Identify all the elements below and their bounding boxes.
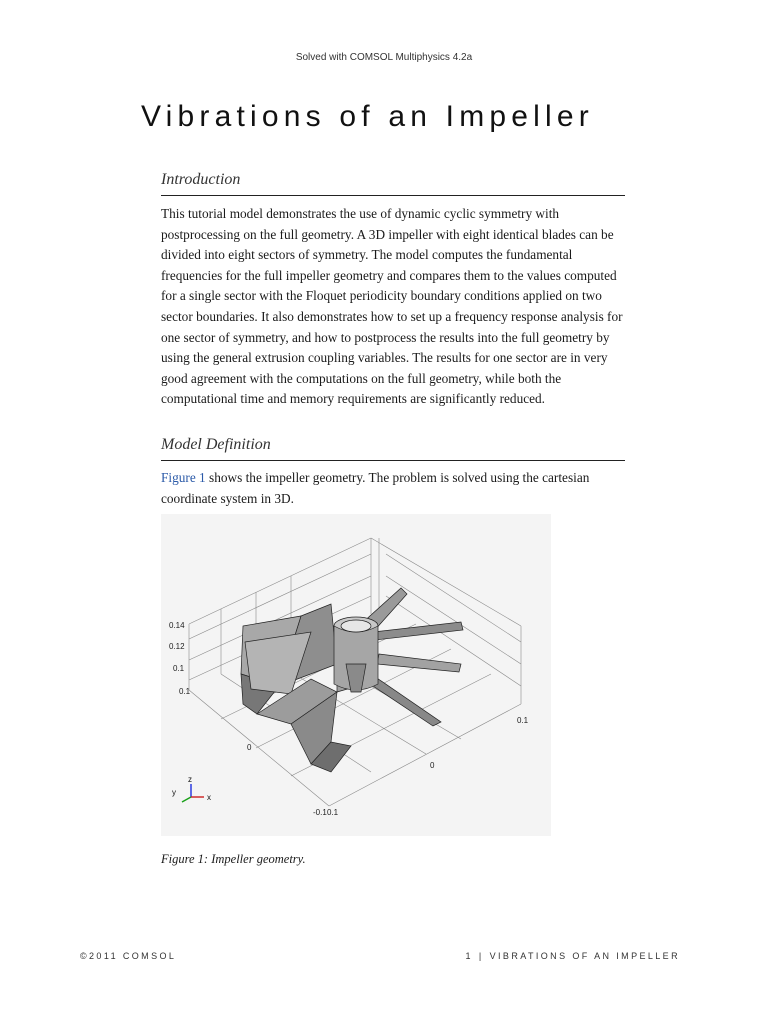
z-axis-ticks [169, 621, 191, 696]
footer-separator: | [478, 951, 484, 961]
figure-caption: Figure 1: Impeller geometry. [161, 852, 306, 866]
section-heading-introduction: Introduction [161, 171, 625, 196]
z-tick-label: 0.1 [179, 687, 191, 696]
section-heading-model-definition: Model Definition [161, 436, 625, 461]
x-tick-label: 0.1 [517, 716, 529, 725]
document-title: Vibrations of an Impeller [141, 100, 594, 133]
figure-1-link[interactable]: Figure 1 [161, 470, 206, 485]
axis-triad [172, 775, 211, 802]
footer-copyright: ©2011 COMSOL [80, 951, 177, 961]
triad-y-axis [182, 797, 191, 802]
z-tick-label: 0.12 [169, 642, 185, 651]
z-tick-label: 0.14 [169, 621, 185, 630]
y-tick-label: 0 [247, 743, 252, 752]
y-tick-label: 0.1 [327, 808, 339, 817]
triad-z-label: z [188, 775, 192, 784]
x-tick-label: 0 [430, 761, 435, 770]
impeller-plot [161, 514, 551, 836]
triad-y-label: y [172, 788, 176, 797]
impeller-model [241, 588, 463, 772]
footer-running-title [465, 951, 680, 961]
impeller-geometry-figure [161, 514, 551, 836]
running-header: Solved with COMSOL Multiphysics 4.2a [295, 52, 473, 63]
introduction-paragraph: This tutorial model demonstrates the use of dynamic cyclic symmetry with postprocessing on the full geometry. A 3D impeller with eight identical blades can be divided into eight sectors of symmetry. The model computes the fundamental frequencies for the full impeller geometry and compares them to the values computed for a single sector with the Floquet periodicity boundary conditions applied on two sector boundaries. It also demonstrates how to set up a frequency response analysis for one sector of symmetry, and how to postprocess the results into the full geometry by using the general extrusion coupling variables. The results for one sector are in very good agreement with the computations on the full geometry, while both the computational time and memory requirements are significantly reduced. [161, 206, 623, 407]
page-number: 1 [465, 951, 473, 961]
model-definition-paragraph [161, 468, 631, 509]
footer-title: VIBRATIONS OF AN IMPELLER [489, 951, 680, 961]
z-tick-label: 0.1 [173, 664, 185, 673]
y-tick-label: -0.1 [313, 808, 327, 817]
model-definition-text: shows the impeller geometry. The problem is solved using the cartesian coordinate system in 3D. [161, 470, 590, 506]
triad-x-label: x [207, 793, 211, 802]
